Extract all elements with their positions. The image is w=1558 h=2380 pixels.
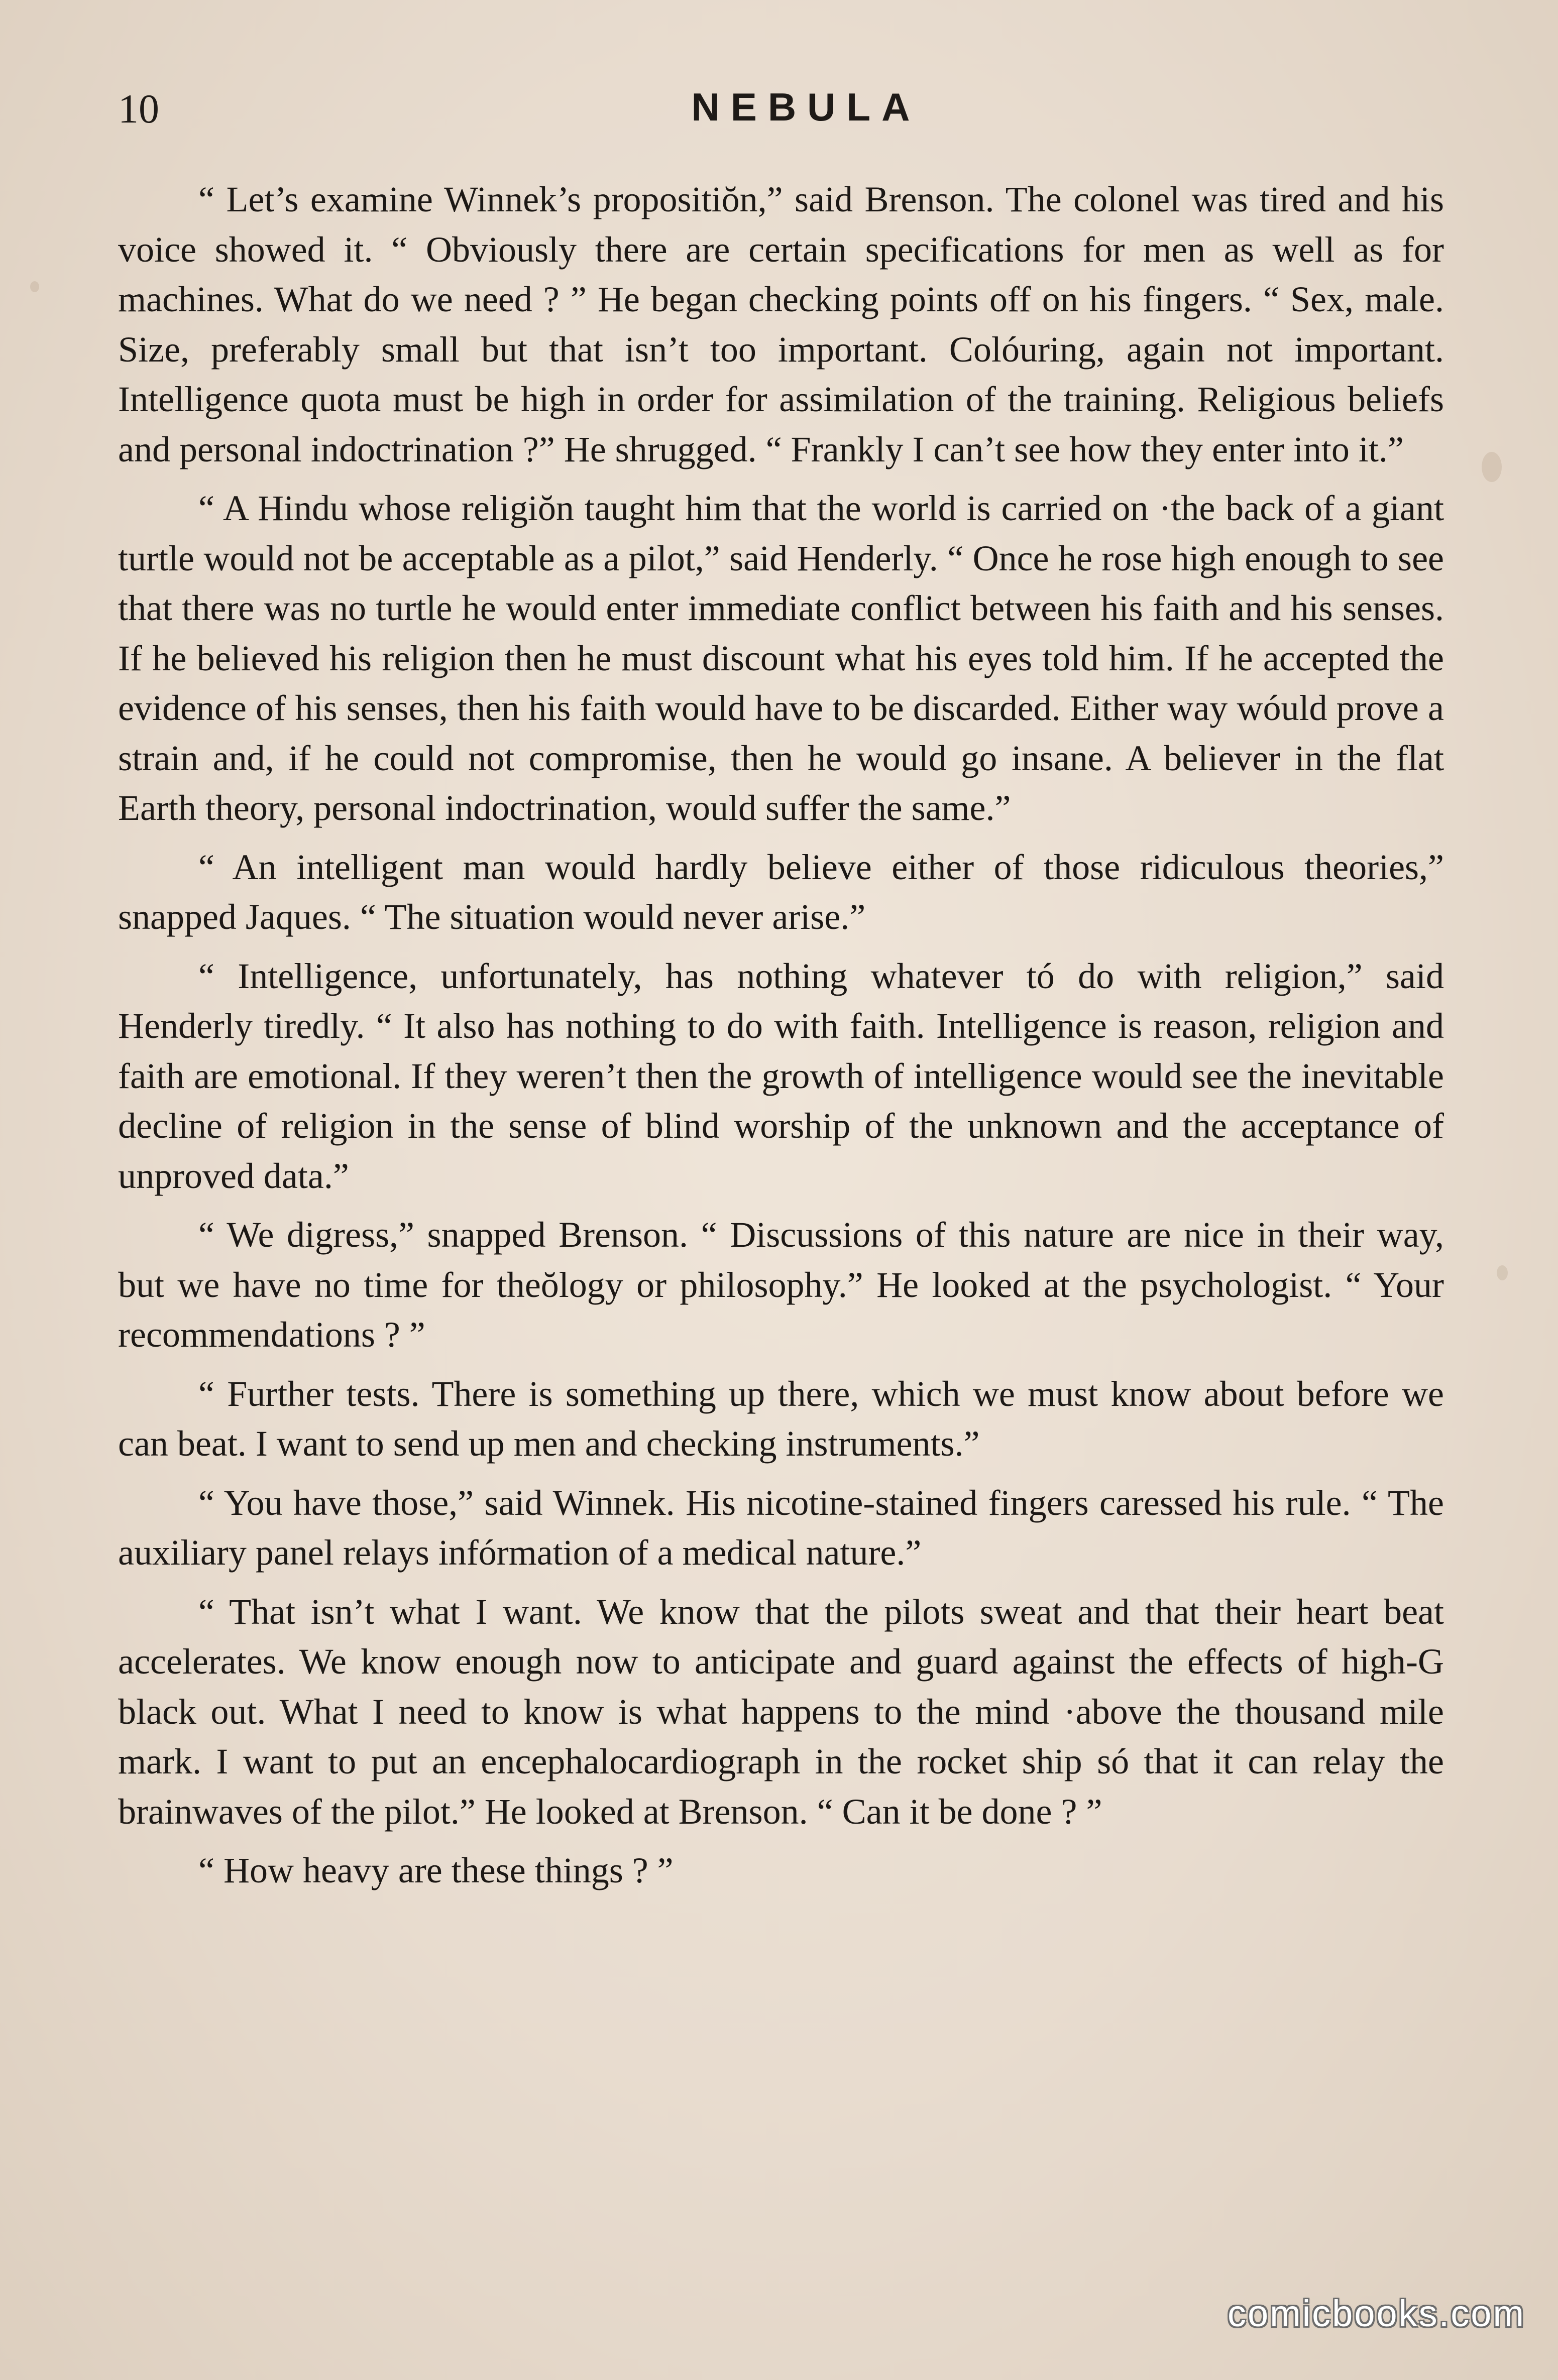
paragraph: “ You have those,” said Winnek. His nicotine-stained fingers caressed his rule. “ The auxiliary panel relays infórmation of a medical nature.” (118, 1482, 1444, 1573)
paragraph: “ We digress,” snapped Brenson. “ Discussions of this nature are nice in their way, but we have no time for theŏlogy or philosophy.” He looked at the psychologist. “ Your recommendations ? ” (118, 1215, 1444, 1355)
paragraph: “ Let’s examine Winnek’s propositiŏn,” said Brenson. The colonel was tired and his voice showed it. “ Obviously there are certain specifications for men as well as for machines. What do we need ? ” He began checking points off on his fingers. “ Sex, male. Size, preferably small but that isn’t too important. Colóuring, again not important. Intelligence quota must be high in order for assimilation of the training. Religious beliefs and personal indoctrination ?” He shrugged. “ Frankly I can’t see how they enter into it.” (118, 179, 1444, 469)
paragraph: “ That isn’t what I want. We know that the pilots sweat and that their heart beat accelerates. We know enough now to anticipate and guard against the effects of high-G black out. What I need to know is what happens to the mind ·above the thousand mile mark. I want to put an encephalocardiograph in the rocket ship só that it can relay the brainwaves of the pilot.” He looked at Brenson. “ Can it be done ? ” (118, 1591, 1444, 1832)
story-text (118, 175, 1444, 1905)
running-head-title: NEBULA (691, 85, 921, 129)
page-header (118, 80, 1444, 151)
paper-stain (1497, 1265, 1508, 1280)
paragraph: “ Further tests. There is something up there, which we must know about before we can beat. I want to send up men and checking instruments.” (118, 1373, 1444, 1464)
paragraph: “ How heavy are these things ? ” (198, 1850, 674, 1890)
paragraph: “ A Hindu whose religiŏn taught him that the world is carried on ·the back of a giant turtle would not be acceptable as a pilot,” said Henderly. “ Once he rose high enough to see that there was no turtle he would enter immediate conflict between his faith and his senses. If he believed his religion then he must discount what his eyes told him. If he accepted the evidence of his senses, then his faith would have to be discarded. Either way wóuld prove a strain and, if he could not compromise, then he would go insane. A believer in the flat Earth theory, personal indoctrination, would suffer the same.” (118, 488, 1444, 828)
paper-stain (1482, 452, 1502, 482)
paragraph: “ An intelligent man would hardly believe either of those ridiculous theories,” snapped Jaques. “ The situation would never arise.” (118, 847, 1444, 937)
paper-stain (30, 281, 39, 292)
paragraph: “ Intelligence, unfortunately, has nothing whatever tó do with religion,” said Henderly tiredly. “ It also has nothing to do with faith. Intelligence is reason, religion and faith are emotional. If they weren’t then the growth of intelligence would see the inevitable decline of religion in the sense of blind worship of the unknown and the acceptance of unproved data.” (118, 956, 1444, 1196)
page-number: 10 (118, 86, 159, 132)
watermark: comicbooks.com (1227, 2293, 1525, 2334)
